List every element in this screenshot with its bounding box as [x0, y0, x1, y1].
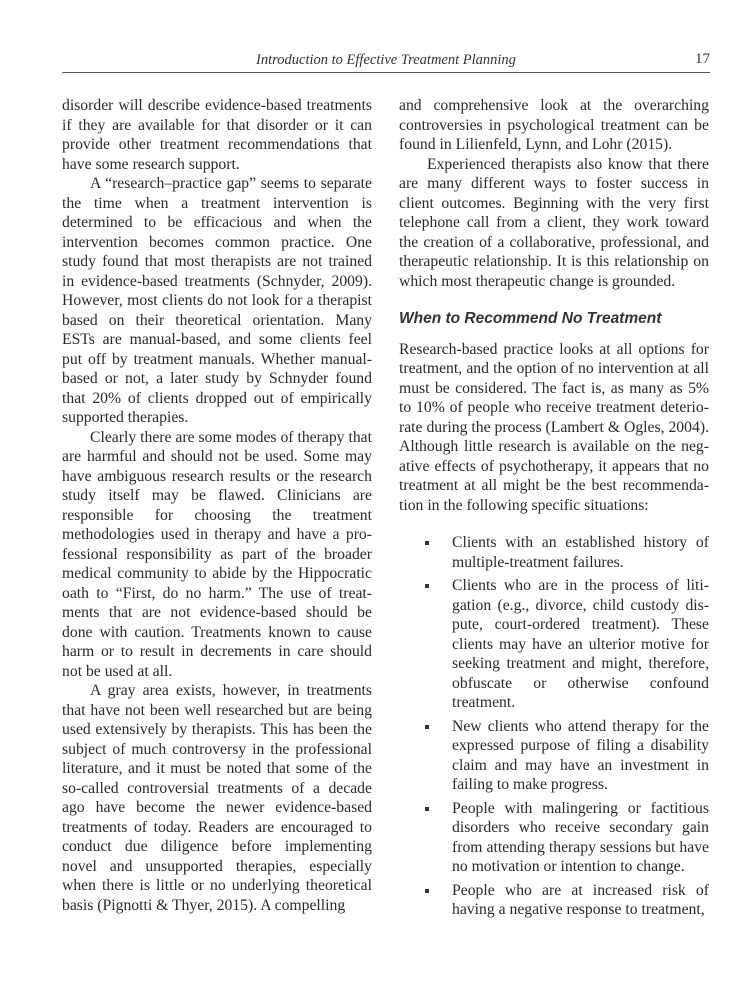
bullet-icon: [425, 807, 429, 811]
list-item-text: New clients who attend therapy for the expressed purpose of filing a disability claim and may have an investment in failing to make progress.: [452, 717, 709, 793]
list-item-text: Clients with an established history of multiple-treatment failures.: [452, 534, 709, 571]
body-paragraph: Research-based practice looks at all options for treatment, and the option of no intervention at all must be considered. The fact is, as many as 5% to 10% of people who receive treatment deteriorate during the process (Lambert & Ogles, 2004). Although little research is available on the negative effects of psychotherapy, it appears that no treatment at all might be the best recommendation in the following specific situations:: [399, 340, 709, 514]
bullet-icon: [425, 541, 429, 545]
list-item: [452, 881, 709, 920]
running-header: [62, 50, 710, 73]
list-item: [452, 533, 709, 572]
body-paragraph: and comprehensive look at the overarching controversies in psychological treatment can be found in Lilienfeld, Lynn, and Lohr (2015).: [399, 97, 709, 153]
running-title: Introduction to Effective Treatment Planning: [256, 52, 516, 68]
bullet-icon: [425, 889, 429, 893]
list-item-text: Clients who are in the process of litigation (e.g., divorce, child custody dispute, court-ordered treatment). These clients may have an ulterior motive for seeking treatment and might, therefore, obfuscate or otherwise confound treatment.: [452, 577, 709, 711]
list-item: [452, 799, 709, 877]
list-item: [452, 576, 709, 713]
body-paragraph: A gray area exists, however, in treatments that have not been well researched but are being used extensively by therapists. This has been the subject of much controversy in the professional literature, and it must be noted that some of the so-called controversial treatments of a decade ago have become the newer evidence-based treatments of today. Readers are encouraged to conduct due diligence before implementing novel and unsupported therapies, especially when there is little or no underlying theoretical basis (Pignotti & Thyer, 2015). A compelling: [62, 682, 372, 914]
list-item: [452, 717, 709, 795]
body-paragraph: A “research–practice gap” seems to separate the time when a treatment intervention is determined to be efficacious and when the intervention becomes common practice. One study found that most therapists are not trained in evidence-based treatments (Schnyder, 2009). However, most clients do not look for a therapist based on their theoretical orientation. Many ESTs are manual-based, and some clients feel put off by treatment manuals. Whether manual-based or not, a later study by Schnyder found that 20% of clients dropped out of empirically supported therapies.: [62, 175, 372, 426]
bullet-list: [399, 533, 709, 920]
body-paragraph: Clearly there are some modes of therapy that are harmful and should not be used. Some may have ambiguous research results or the research study itself may be flawed. Clinicians are responsible for choosing the treatment methodologies used in therapy and have a professional responsibility as part of the broader medical community to abide by the Hippocratic oath to “First, do no harm.” The use of treatments that are not evidence-based should be done with caution. Treatments known to cause harm or to result in decrements in care should not be used at all.: [62, 428, 372, 680]
list-item-text: People who are at increased risk of having a negative response to treatment,: [452, 881, 709, 918]
page-number: 17: [695, 51, 710, 67]
body-paragraph: disorder will describe evidence-based treatments if they are available for that disorder or it can provide other treatment recommendations that have some research support.: [62, 97, 372, 173]
list-item-text: People with malingering or factitious disorders who receive secondary gain from attending therapy sessions but have no motivation or intention to change.: [452, 799, 709, 875]
section-heading: When to Recommend No Treatment: [399, 310, 662, 327]
bullet-icon: [425, 725, 429, 729]
bullet-icon: [425, 584, 429, 588]
body-paragraph: Experienced therapists also know that there are many different ways to foster success in client outcomes. Beginning with the very first telephone call from a client, they work toward the creation of a collaborative, professional, and therapeutic relationship. It is this relationship on which most therapeutic change is grounded.: [399, 155, 709, 290]
right-column: [399, 96, 709, 924]
left-column: [62, 96, 372, 915]
